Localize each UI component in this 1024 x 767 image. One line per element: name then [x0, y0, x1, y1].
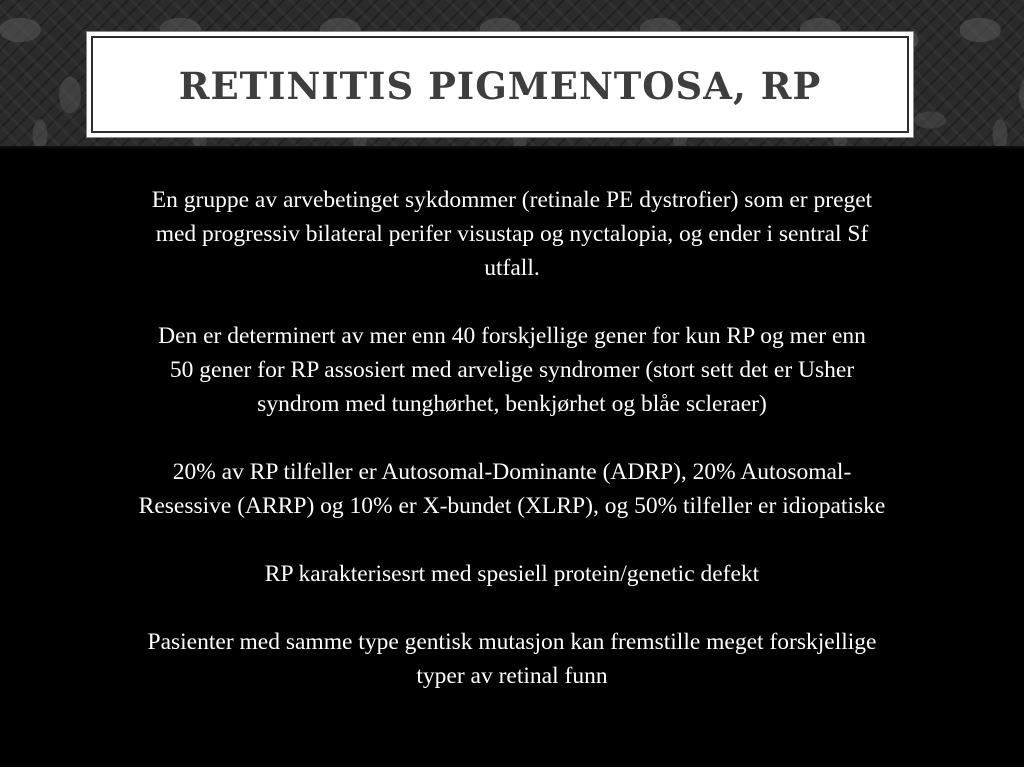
- title-box: [86, 31, 914, 138]
- text-line: Den er determinert av mer enn 40 forskjellige gener for kun RP og mer enn: [158, 323, 866, 349]
- text-line: En gruppe av arvebetinget sykdommer (retinale PE dystrofier) som er preget: [151, 187, 873, 213]
- slide-title: RETINITIS PIGMENTOSA, RP: [178, 63, 822, 108]
- paragraph-definition: [40, 183, 984, 285]
- slide-body: [40, 183, 984, 727]
- text-line: Resessive (ARRP) og 10% er X-bundet (XLRP), og 50% tilfeller er idiopatiske: [138, 493, 886, 519]
- text-line: typer av retinal funn: [416, 663, 608, 689]
- text-line: utfall.: [484, 255, 540, 281]
- paragraph-genetics: [40, 319, 984, 421]
- text-line: RP karakterisesrt med spesiell protein/genetic defekt: [264, 561, 760, 587]
- paragraph-inheritance: [40, 455, 984, 523]
- text-line: 20% av RP tilfeller er Autosomal-Dominante (ADRP), 20% Autosomal-: [172, 459, 852, 485]
- paragraph-variability: [40, 625, 984, 693]
- header-divider: [0, 146, 1024, 150]
- text-line: syndrom med tunghørhet, benkjørhet og blåe scleraer): [257, 391, 767, 417]
- text-line: Pasienter med samme type gentisk mutasjon kan fremstille meget forskjellige: [147, 629, 877, 655]
- paragraph-defect: [40, 557, 984, 591]
- text-line: 50 gener for RP assosiert med arvelige syndromer (stort sett det er Usher: [169, 357, 855, 383]
- text-line: med progressiv bilateral perifer visustap og nyctalopia, og ender i sentral Sf: [155, 221, 869, 247]
